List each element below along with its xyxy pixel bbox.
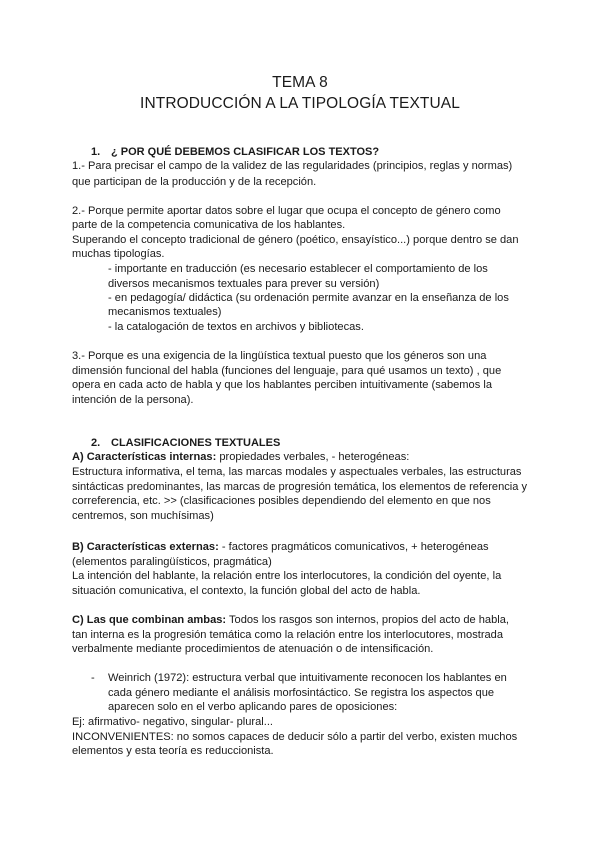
section2-b-label: B) Características externas: <box>72 541 219 553</box>
section2-heading-text: CLASIFICACIONES TEXTUALES <box>111 437 281 449</box>
section2-b-line3: situación comunicativa, el contexto, la función global del acto de habla. <box>72 585 421 597</box>
document-title-line2: INTRODUCCIÓN A LA TIPOLOGÍA TEXTUAL <box>140 95 460 112</box>
weinrich-line3: aparecen solo en el verbo aplicando pares de oposiciones: <box>108 701 398 713</box>
list-item-1-line1: - importante en traducción (es necesario establecer el comportamiento de los <box>108 263 488 275</box>
section1-number: 1. <box>91 146 101 158</box>
section2-b-intro <box>72 540 489 554</box>
section2-a-label: A) Características internas: <box>72 451 217 463</box>
section2-a-line1: Estructura informativa, el tema, las marcas modales y aspectuales verbales, las estructuras <box>72 466 522 478</box>
section2-b-line2: La intención del hablante, la relación entre los interlocutores, la condición del oyente, la <box>72 570 502 582</box>
p3-line3: opera en cada acto de habla y que los hablantes perciben intuitivamente (sabemos la <box>72 379 492 391</box>
section2-b-line1: (elementos paralingüísticos, pragmática) <box>72 556 272 568</box>
section2-a-line3: correferencia, etc. >> (clasificaciones posibles dependiendo del elemento en que nos <box>72 495 491 507</box>
weinrich-line1: Weinrich (1972): estructura verbal que intuitivamente reconocen los hablantes en <box>108 672 507 684</box>
p2-line2: parte de la competencia comunicativa de los hablantes. <box>72 219 346 231</box>
section2-number: 2. <box>91 437 101 449</box>
weinrich-dash: - <box>91 672 95 684</box>
list-item-3: - la catalogación de textos en archivos y bibliotecas. <box>108 321 364 333</box>
section2-c-label: C) Las que combinan ambas: <box>72 614 227 626</box>
p2-line3: Superando el concepto tradicional de género (poético, ensayístico...) porque dentro se dan <box>72 234 519 246</box>
inconvenientes-line2: elementos y esta teoría es reduccionista. <box>72 745 274 757</box>
inconvenientes-line1: INCONVENIENTES: no somos capaces de deducir sólo a partir del verbo, existen muchos <box>72 731 518 743</box>
list-item-2-line1: - en pedagogía/ didáctica (su ordenación permite avanzar en la enseñanza de los <box>108 292 509 304</box>
p3-line2: dimensión funcional del habla (funciones del lenguaje, para qué usamos un texto) , que <box>72 365 502 377</box>
section2-a-rest: propiedades verbales, - heterogéneas: <box>216 451 410 463</box>
section2-c-line1: tan interna es la progresión temática como la relación entre los interlocutores, mostrada <box>72 629 504 641</box>
section2-c-rest: Todos los rasgos son internos, propios del acto de habla, <box>226 614 509 626</box>
section2-heading <box>91 436 280 450</box>
list-item-2-line2: mecanismos textuales) <box>108 306 222 318</box>
p1-line2: que participan de la producción y de la recepción. <box>72 176 317 188</box>
section2-a-line4: centremos, son muchísimas) <box>72 510 214 522</box>
section2-c-intro <box>72 613 509 627</box>
list-item-1-line2: diversos mecanismos textuales para prever su versión) <box>108 278 380 290</box>
p2-line4: muchas tipologías. <box>72 248 165 260</box>
section1-heading-text: ¿ POR QUÉ DEBEMOS CLASIFICAR LOS TEXTOS? <box>111 146 380 158</box>
p3-line1: 3.- Porque es una exigencia de la lingüística textual puesto que los géneros son una <box>72 350 487 362</box>
document-title-line1: TEMA 8 <box>272 74 328 91</box>
p1-line1: 1.- Para precisar el campo de la validez de las regularidades (principios, reglas y normas) <box>72 160 513 172</box>
p3-line4: intención de la persona). <box>72 394 194 406</box>
section2-a-line2: sintácticas predominantes, las marcas de progresión temática, los elementos de referencia y <box>72 481 528 493</box>
section1-heading <box>91 145 379 159</box>
section2-c-line2: verbalmente mediante procedimientos de atenuación o de intensificación. <box>72 643 434 655</box>
p2-line1: 2.- Porque permite aportar datos sobre el lugar que ocupa el concepto de género como <box>72 205 501 217</box>
weinrich-line2: cada género mediante el análisis morfosintáctico. Se registra los aspectos que <box>108 687 495 699</box>
example-line: Ej: afirmativo- negativo, singular- plural... <box>72 716 274 728</box>
section2-b-rest: - factores pragmáticos comunicativos, + heterogéneas <box>218 541 489 553</box>
section2-a-intro <box>72 450 409 464</box>
